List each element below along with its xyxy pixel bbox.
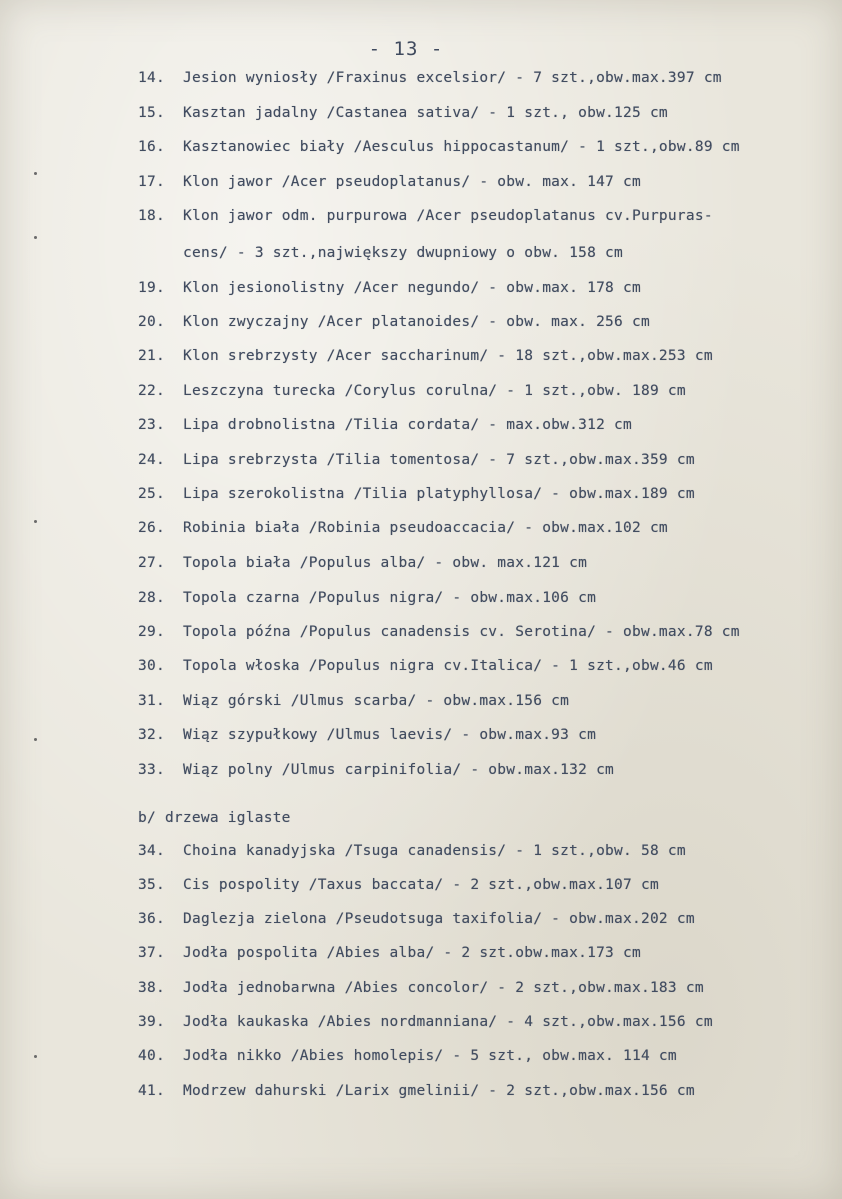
item-text: Klon jawor odm. purpurowa /Acer pseudoplatanus cv.Purpuras- bbox=[183, 208, 713, 224]
item-number: 39. bbox=[138, 1014, 165, 1030]
margin-dot bbox=[34, 520, 37, 523]
item-number: 36. bbox=[138, 911, 165, 927]
item-text: Lipa szerokolistna /Tilia platyphyllosa/ - obw.max.189 cm bbox=[183, 486, 695, 502]
item-text: Daglezja zielona /Pseudotsuga taxifolia/ - obw.max.202 cm bbox=[183, 911, 695, 927]
margin-dot bbox=[34, 172, 37, 175]
item-text: Jodła nikko /Abies homolepis/ - 5 szt., obw.max. 114 cm bbox=[183, 1048, 677, 1064]
item-text-continuation: cens/ - 3 szt.,największy dwupniowy o obw. 158 cm bbox=[183, 245, 624, 261]
item-number: 15. bbox=[138, 105, 165, 121]
item-text: Kasztanowiec biały /Aesculus hippocastanum/ - 1 szt.,obw.89 cm bbox=[183, 139, 740, 155]
item-text: Topola późna /Populus canadensis cv. Serotina/ - obw.max.78 cm bbox=[183, 624, 740, 640]
item-number: 25. bbox=[138, 486, 165, 502]
item-text: Wiąz górski /Ulmus scarba/ - obw.max.156 cm bbox=[183, 693, 570, 709]
item-text: Wiąz polny /Ulmus carpinifolia/ - obw.max.132 cm bbox=[183, 762, 615, 778]
item-text: Wiąz szypułkowy /Ulmus laevis/ - obw.max.93 cm bbox=[183, 727, 597, 743]
item-number: 37. bbox=[138, 945, 165, 961]
item-number: 14. bbox=[138, 70, 165, 86]
item-text: Jodła kaukaska /Abies nordmanniana/ - 4 szt.,obw.max.156 cm bbox=[183, 1014, 713, 1030]
item-text: Leszczyna turecka /Corylus corulna/ - 1 szt.,obw. 189 cm bbox=[183, 383, 686, 399]
item-text: Jesion wyniosły /Fraxinus excelsior/ - 7 szt.,obw.max.397 cm bbox=[183, 70, 722, 86]
margin-dot bbox=[34, 1055, 37, 1058]
item-text: Topola biała /Populus alba/ - obw. max.121 cm bbox=[183, 555, 588, 571]
item-number: 22. bbox=[138, 383, 165, 399]
item-number: 27. bbox=[138, 555, 165, 571]
item-text: Klon srebrzysty /Acer saccharinum/ - 18 szt.,obw.max.253 cm bbox=[183, 348, 713, 364]
item-text: Jodła pospolita /Abies alba/ - 2 szt.obw.max.173 cm bbox=[183, 945, 641, 961]
item-number: 33. bbox=[138, 762, 165, 778]
page-number: - 13 - bbox=[368, 38, 444, 60]
item-number: 29. bbox=[138, 624, 165, 640]
item-text: Choina kanadyjska /Tsuga canadensis/ - 1 szt.,obw. 58 cm bbox=[183, 843, 686, 859]
item-text: Klon jesionolistny /Acer negundo/ - obw.max. 178 cm bbox=[183, 280, 641, 296]
item-number: 21. bbox=[138, 348, 165, 364]
item-number: 31. bbox=[138, 693, 165, 709]
item-text: Jodła jednobarwna /Abies concolor/ - 2 szt.,obw.max.183 cm bbox=[183, 980, 704, 996]
item-text: Modrzew dahurski /Larix gmelinii/ - 2 szt.,obw.max.156 cm bbox=[183, 1083, 695, 1099]
item-number: 28. bbox=[138, 590, 165, 606]
item-text: Lipa drobnolistna /Tilia cordata/ - max.obw.312 cm bbox=[183, 417, 632, 433]
item-number: 20. bbox=[138, 314, 165, 330]
item-text: Klon jawor /Acer pseudoplatanus/ - obw. max. 147 cm bbox=[183, 174, 641, 190]
item-number: 32. bbox=[138, 727, 165, 743]
item-number: 30. bbox=[138, 658, 165, 674]
item-number: 17. bbox=[138, 174, 165, 190]
item-number: 40. bbox=[138, 1048, 165, 1064]
item-number: 18. bbox=[138, 208, 165, 224]
item-text: Lipa srebrzysta /Tilia tomentosa/ - 7 szt.,obw.max.359 cm bbox=[183, 452, 695, 468]
item-text: Robinia biała /Robinia pseudoaccacia/ - obw.max.102 cm bbox=[183, 520, 668, 536]
item-text: Kasztan jadalny /Castanea sativa/ - 1 szt., obw.125 cm bbox=[183, 105, 668, 121]
item-number: 35. bbox=[138, 877, 165, 893]
item-number: 19. bbox=[138, 280, 165, 296]
item-number: 41. bbox=[138, 1083, 165, 1099]
item-text: Klon zwyczajny /Acer platanoides/ - obw. max. 256 cm bbox=[183, 314, 650, 330]
item-text: Topola czarna /Populus nigra/ - obw.max.106 cm bbox=[183, 590, 597, 606]
item-text: Topola włoska /Populus nigra cv.Italica/ - 1 szt.,obw.46 cm bbox=[183, 658, 713, 674]
item-number: 34. bbox=[138, 843, 165, 859]
margin-dot bbox=[34, 236, 37, 239]
section-heading: b/ drzewa iglaste bbox=[138, 810, 291, 826]
margin-dot bbox=[34, 738, 37, 741]
item-text: Cis pospolity /Taxus baccata/ - 2 szt.,obw.max.107 cm bbox=[183, 877, 659, 893]
item-number: 26. bbox=[138, 520, 165, 536]
item-number: 23. bbox=[138, 417, 165, 433]
item-number: 38. bbox=[138, 980, 165, 996]
item-number: 24. bbox=[138, 452, 165, 468]
item-number: 16. bbox=[138, 139, 165, 155]
